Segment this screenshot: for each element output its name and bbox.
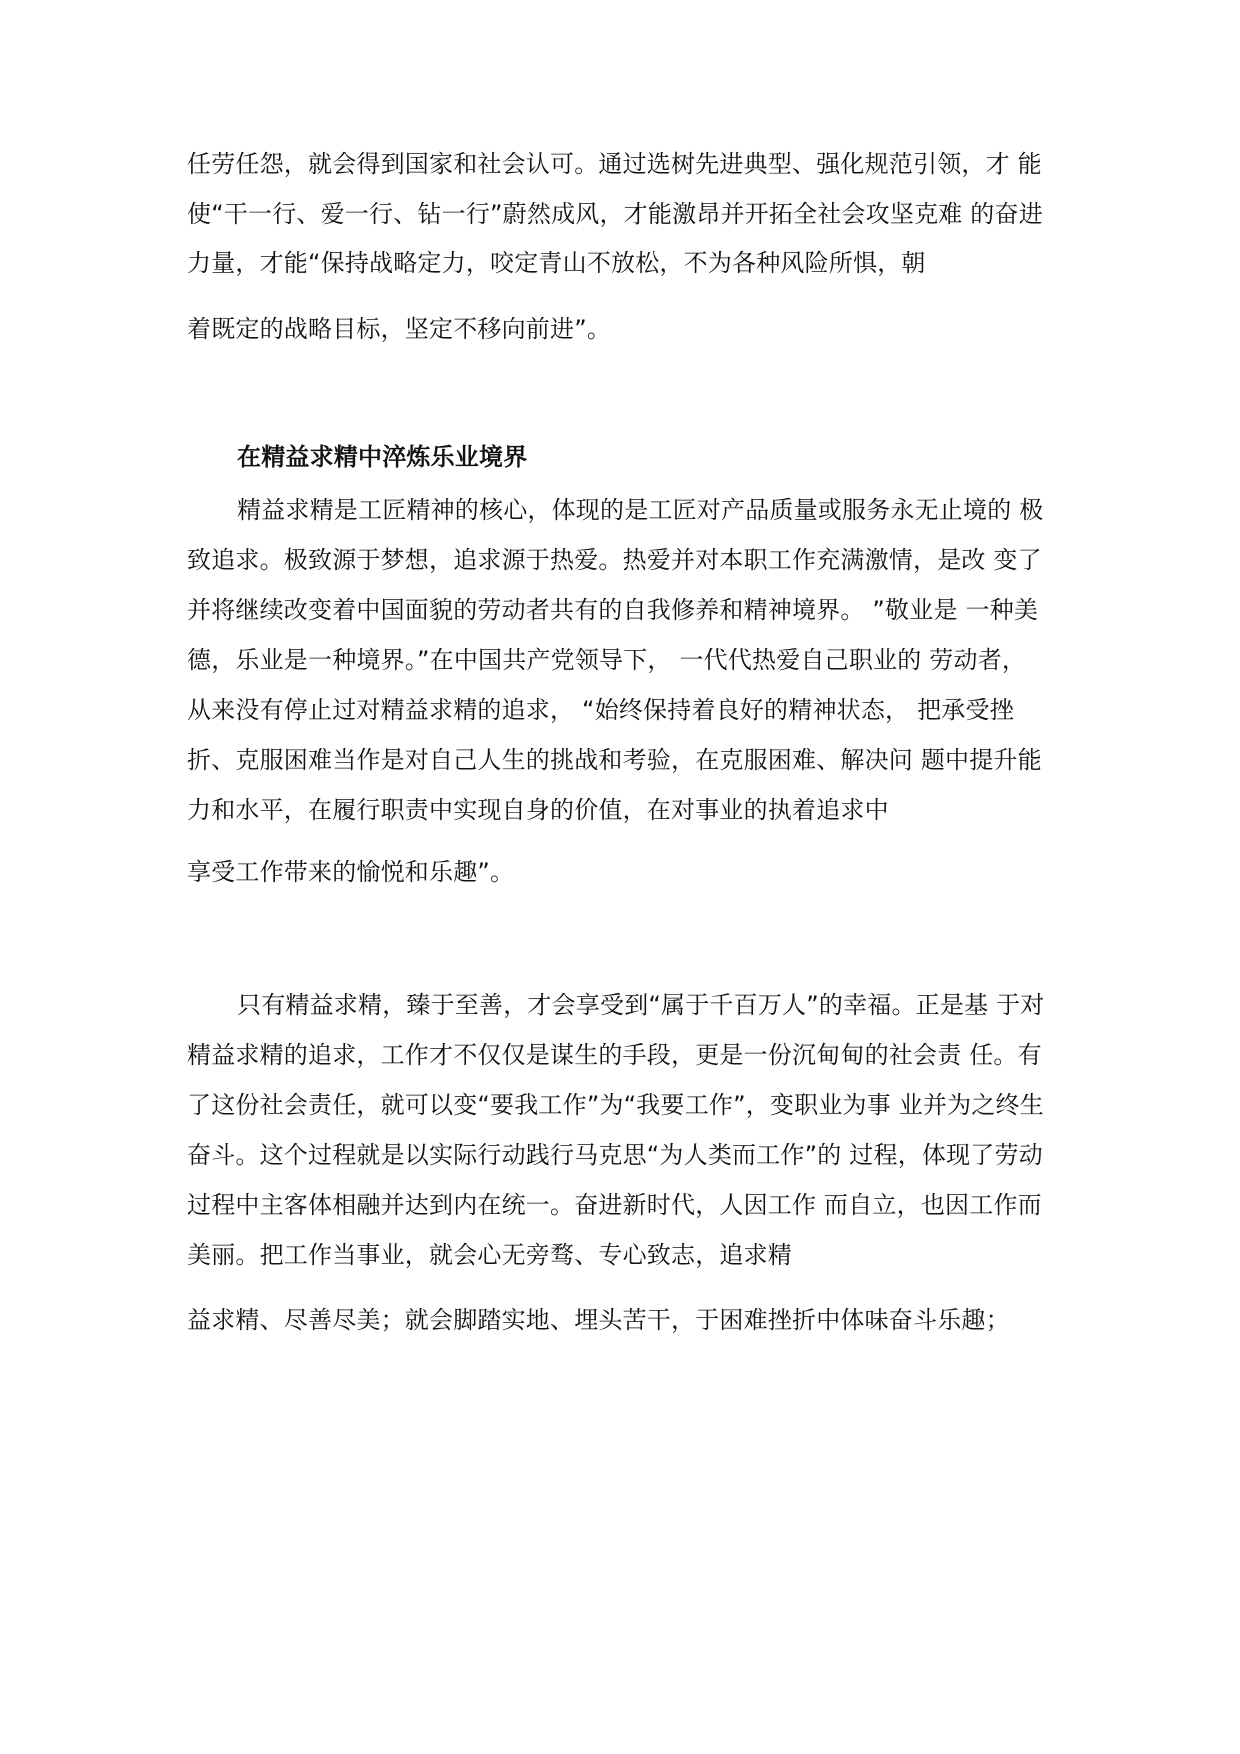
paragraph-line: 精益求精的追求，工作才不仅仅是谋生的手段，更是一份沉甸甸的社会责 任。有 xyxy=(187,1041,1042,1069)
paragraph-line: 致追求。极致源于梦想，追求源于热爱。热爱并对本职工作充满激情，是改 变了 xyxy=(187,546,1042,574)
paragraph-line: 力和水平，在履行职责中实现自身的价值，在对事业的执着追求中 xyxy=(187,796,889,824)
paragraph-line: 过程中主客体相融并达到内在统一。奋进新时代，人因工作 而自立，也因工作而 xyxy=(187,1191,1042,1219)
paragraph-line: 享受工作带来的愉悦和乐趣”。 xyxy=(187,858,515,886)
paragraph-line: 益求精、尽善尽美；就会脚踏实地、埋头苦干，于困难挫折中体味奋斗乐趣； xyxy=(187,1306,1010,1334)
paragraph-line: 着既定的战略目标，坚定不移向前进”。 xyxy=(187,315,612,343)
paragraph-line: 奋斗。这个过程就是以实际行动践行马克思“为人类而工作”的 过程，体现了劳动 xyxy=(187,1141,1043,1169)
paragraph-line: 只有精益求精，臻于至善，才会享受到“属于千百万人”的幸福。正是基 于对 xyxy=(237,991,1045,1019)
paragraph-line: 精益求精是工匠精神的核心，体现的是工匠对产品质量或服务永无止境的 极 xyxy=(237,496,1044,524)
paragraph-line: 使“干一行、爱一行、钻一行”蔚然成风，才能激昂并开拓全社会攻坚克难 的奋进 xyxy=(187,200,1043,228)
paragraph-line: 德，乐业是一种境界。”在中国共产党领导下， 一代代热爱自己职业的 劳动者， xyxy=(187,646,1027,674)
paragraph-line: 力量，才能“保持战略定力，咬定青山不放松，不为各种风险所惧，朝 xyxy=(187,249,926,277)
paragraph-line: 了这份社会责任，就可以变“要我工作”为“我要工作”，变职业为事 业并为之终生 xyxy=(187,1091,1044,1119)
section-heading: 在精益求精中淬炼乐业境界 xyxy=(237,443,528,471)
paragraph-line: 并将继续改变着中国面貌的劳动者共有的自我修养和精神境界。 ”敬业是 一种美 xyxy=(187,596,1039,624)
paragraph-line: 美丽。把工作当事业，就会心无旁骛、专心致志，追求精 xyxy=(187,1241,792,1269)
paragraph-line: 任劳任怨，就会得到国家和社会认可。通过选树先进典型、强化规范引领，才 能 xyxy=(187,150,1042,178)
paragraph-line: 折、克服困难当作是对自己人生的挑战和考验，在克服困难、解决问 题中提升能 xyxy=(187,746,1042,774)
paragraph-line: 从来没有停止过对精益求精的追求， “始终保持着良好的精神状态， 把承受挫 xyxy=(187,696,1014,724)
